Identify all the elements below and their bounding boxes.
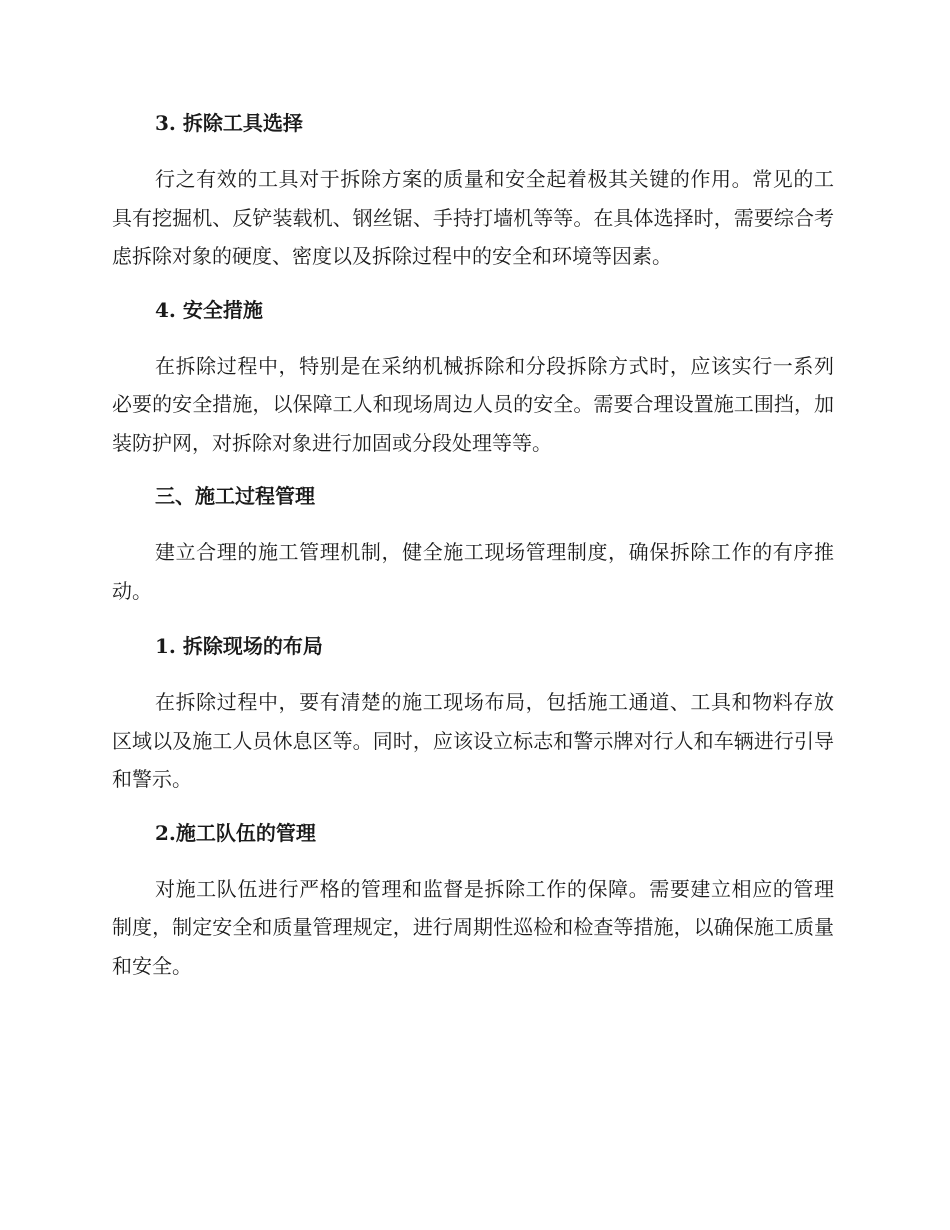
section-heading-team-management: 2.施工队伍的管理: [155, 820, 316, 845]
document-page: [112, 109, 834, 985]
section-heading-site-layout: 1. 拆除现场的布局: [155, 634, 323, 658]
section-paragraph-site-layout: 在拆除过程中，要有清楚的施工现场布局，包括施工通道、工具和物料存放区域以及施工人员休息区等。同时，应该设立标志和警示牌对行人和车辆进行引导和警示。: [112, 690, 834, 791]
section-paragraph-construction-process-management: 建立合理的施工管理机制，健全施工现场管理制度，确保拆除工作的有序推动。: [112, 540, 834, 603]
section-heading-construction-process-management: 三、施工过程管理: [155, 484, 315, 508]
section-paragraph-safety-measures: 在拆除过程中，特别是在采纳机械拆除和分段拆除方式时，应该实行一系列必要的安全措施，以保障工人和现场周边人员的安全。需要合理设置施工围挡，加装防护网，对拆除对象进行加固或分段处理等等。: [112, 353, 834, 455]
section-heading-safety-measures: 4. 安全措施: [155, 297, 263, 322]
section-heading-tool-selection: 3. 拆除工具选择: [155, 111, 303, 135]
section-paragraph-team-management: 对施工队伍进行严格的管理和监督是拆除工作的保障。需要建立相应的管理制度，制定安全和质量管理规定，进行周期性巡检和检查等措施，以确保施工质量和安全。: [112, 876, 834, 978]
section-paragraph-tool-selection: 行之有效的工具对于拆除方案的质量和安全起着极其关键的作用。常见的工具有挖掘机、反铲装载机、钢丝锯、手持打墙机等等。在具体选择时，需要综合考虑拆除对象的硬度、密度以及拆除过程中的安全和环境等因素。: [112, 167, 834, 268]
